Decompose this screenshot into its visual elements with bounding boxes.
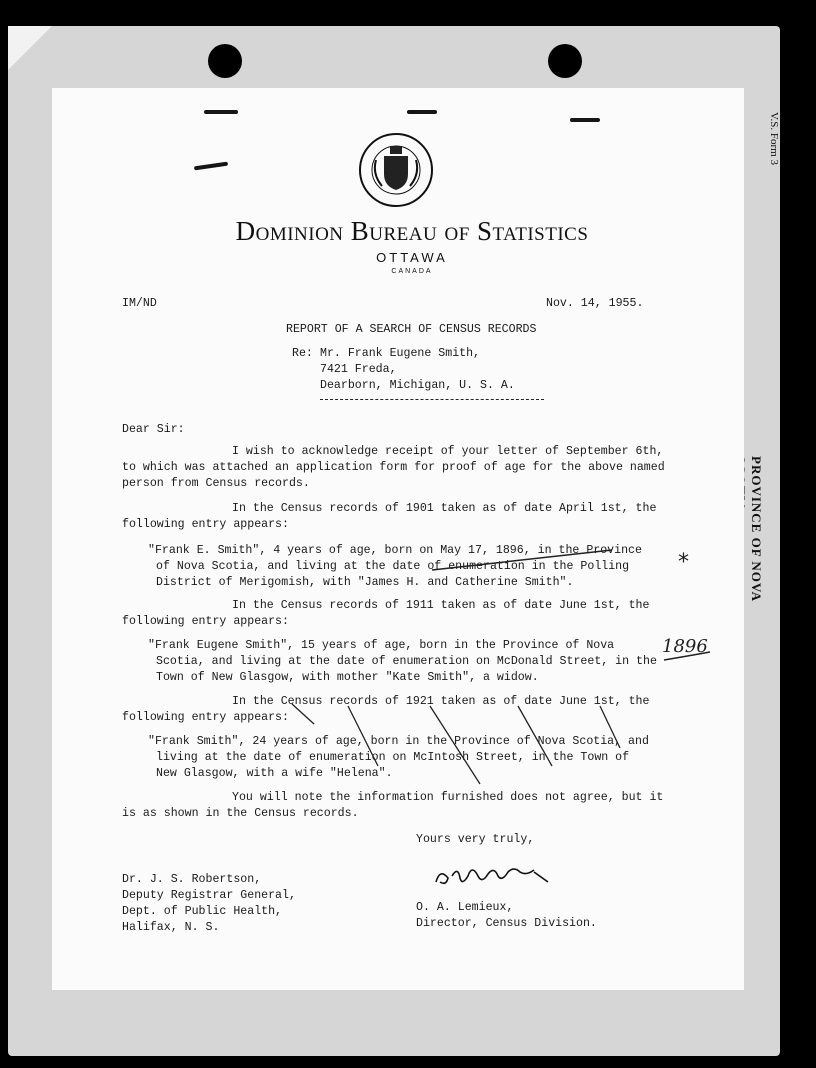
recipient-line: Dr. J. S. Robertson, xyxy=(122,873,262,886)
salutation: Dear Sir: xyxy=(122,423,185,436)
recipient-line: Dept. of Public Health, xyxy=(122,905,283,918)
paragraph-line: In the Census records of 1921 taken as of date June 1st, the xyxy=(232,695,650,708)
punch-hole-right xyxy=(548,44,582,78)
paragraph-line: In the Census records of 1901 taken as of date April 1st, the xyxy=(232,502,657,515)
census-entry-1921: living at the date of enumeration on McIntosh Street, in the Town of xyxy=(156,751,630,764)
reference-code: IM/ND xyxy=(122,297,157,310)
paragraph-line: following entry appears: xyxy=(122,518,289,531)
closing: Yours very truly, xyxy=(416,833,535,846)
paragraph-line: following entry appears: xyxy=(122,711,289,724)
census-entry-1921: "Frank Smith", 24 years of age, born in the Province of Nova Scotia, and xyxy=(148,735,649,748)
paragraph-line: following entry appears: xyxy=(122,615,289,628)
recipient-line: Deputy Registrar General, xyxy=(122,889,296,902)
paragraph-line: In the Census records of 1911 taken as of date June 1st, the xyxy=(232,599,650,612)
re-label: Re: xyxy=(292,347,313,360)
paragraph-line: person from Census records. xyxy=(122,477,310,490)
letter-page xyxy=(52,88,744,990)
form-label: V.S. Form 3 xyxy=(768,112,780,165)
star-annotation: * xyxy=(678,550,689,575)
paragraph-line: I wish to acknowledge receipt of your letter of September 6th, xyxy=(232,445,664,458)
city-name: OTTAWA xyxy=(376,250,448,265)
folded-corner xyxy=(8,26,52,70)
punch-hole-left xyxy=(208,44,242,78)
census-entry-1901: of Nova Scotia, and living at the date of enumeration in the Polling xyxy=(156,560,630,573)
census-entry-1921: New Glasgow, with a wife "Helena". xyxy=(156,767,393,780)
census-entry-1911: Town of New Glasgow, with mother "Kate Smith", a widow. xyxy=(156,671,539,684)
sender-name: O. A. Lemieux, xyxy=(416,901,514,914)
re-name: Mr. Frank Eugene Smith, xyxy=(320,347,481,360)
census-entry-1901: District of Merigomish, with "James H. and Catherine Smith". xyxy=(156,576,574,589)
paragraph-line: You will note the information furnished does not agree, but it xyxy=(232,791,664,804)
country-name: CANADA xyxy=(391,268,433,275)
agency-name: Dominion Bureau of Statistics xyxy=(235,216,589,246)
year-annotation: 1896 xyxy=(662,636,708,657)
pen-marks xyxy=(52,88,744,990)
report-title: REPORT OF A SEARCH OF CENSUS RECORDS xyxy=(286,323,537,336)
re-city: Dearborn, Michigan, U. S. A. xyxy=(320,379,515,392)
recipient-line: Halifax, N. S. xyxy=(122,921,220,934)
paragraph-line: to which was attached an application form for proof of age for the above named xyxy=(122,461,665,474)
province-label: PROVINCE OF NOVA xyxy=(749,456,764,602)
letter-date: Nov. 14, 1955. xyxy=(546,297,644,310)
census-entry-1911: "Frank Eugene Smith", 15 years of age, born in the Province of Nova xyxy=(148,639,615,652)
census-entry-1901: "Frank E. Smith", 4 years of age, born on May 17, 1896, in the Province xyxy=(148,544,642,557)
sender-title: Director, Census Division. xyxy=(416,917,597,930)
census-entry-1911: Scotia, and living at the date of enumeration on McDonald Street, in the xyxy=(156,655,657,668)
re-street: 7421 Freda, xyxy=(320,363,397,376)
paragraph-line: is as shown in the Census records. xyxy=(122,807,359,820)
